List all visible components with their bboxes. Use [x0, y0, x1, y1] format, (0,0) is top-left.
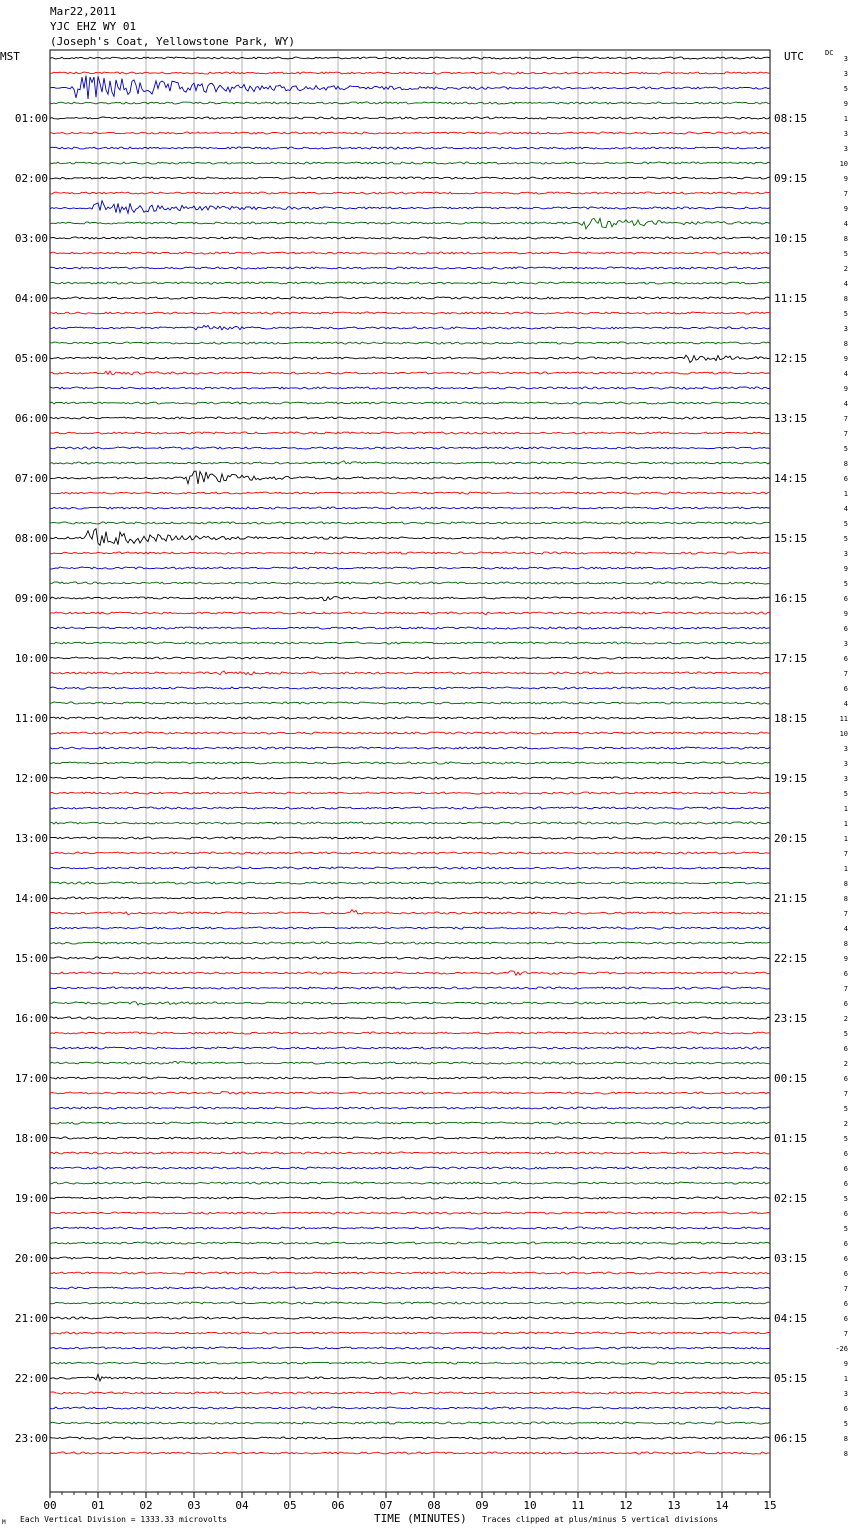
dc-offset-value: 5	[843, 1030, 848, 1038]
dc-offset-value: 2	[843, 1120, 848, 1128]
dc-offset-value: 5	[843, 1195, 848, 1203]
right-hour-label: 14:15	[774, 472, 808, 485]
seismic-trace-row	[50, 1332, 770, 1334]
dc-offset-value: 1	[843, 115, 848, 123]
seismic-trace-row	[50, 447, 770, 449]
seismic-trace-row	[50, 582, 770, 584]
dc-offset-value: 10	[839, 730, 848, 738]
dc-offset-value: 7	[843, 670, 848, 678]
left-hour-label: 06:00	[14, 412, 48, 425]
right-hour-label: 15:15	[774, 532, 808, 545]
x-axis-title: TIME (MINUTES)	[374, 1512, 467, 1525]
seismic-trace-row	[50, 57, 770, 59]
seismic-trace-row	[50, 927, 770, 929]
seismic-trace-row	[50, 432, 770, 434]
dc-offset-value: 1	[843, 835, 848, 843]
dc-offset-value: 7	[843, 190, 848, 198]
seismic-trace-row	[50, 1362, 770, 1364]
dc-offset-value: 5	[843, 535, 848, 543]
seismic-trace-row	[50, 1392, 770, 1394]
dc-offset-value: 9	[843, 955, 848, 963]
dc-offset-value: 6	[843, 1180, 848, 1188]
right-hour-label: 13:15	[774, 412, 808, 425]
seismic-trace-row	[50, 147, 770, 149]
left-hour-label: 23:00	[14, 1432, 48, 1445]
right-hour-label: 05:15	[774, 1372, 808, 1385]
seismic-trace-row	[50, 822, 770, 824]
seismic-trace-row	[50, 282, 770, 284]
seismic-trace-row	[50, 627, 770, 629]
seismic-trace-row	[50, 852, 770, 854]
right-hour-label: 08:15	[774, 112, 808, 125]
seismic-trace-row	[50, 72, 770, 74]
dc-offset-value: 6	[843, 1240, 848, 1248]
dc-offset-value: 3	[843, 325, 848, 333]
right-hour-label: 01:15	[774, 1132, 808, 1145]
right-hour-label: 11:15	[774, 292, 808, 305]
seismic-trace-row	[50, 192, 770, 194]
seismic-trace-row	[50, 762, 770, 764]
seismic-trace-row	[50, 461, 770, 464]
seismic-trace-row	[50, 201, 770, 214]
dc-offset-labels	[835, 55, 848, 1458]
x-axis	[43, 1492, 776, 1512]
dc-offset-value: 9	[843, 1360, 848, 1368]
seismic-trace-row	[50, 1437, 770, 1439]
seismic-trace-row	[50, 371, 770, 375]
dc-offset-value: 6	[843, 1045, 848, 1053]
right-hour-label: 16:15	[774, 592, 808, 605]
seismic-trace-row	[50, 657, 770, 659]
dc-offset-value: 6	[843, 595, 848, 603]
left-hour-label: 02:00	[14, 172, 48, 185]
seismic-trace-row	[50, 1017, 770, 1019]
header-station: YJC EHZ WY 01	[50, 20, 137, 33]
seismic-traces	[50, 57, 770, 1454]
dc-offset-value: 3	[843, 55, 848, 63]
left-hour-label: 05:00	[14, 352, 48, 365]
left-hour-label: 12:00	[14, 772, 48, 785]
seismic-trace-row	[50, 1302, 770, 1304]
left-hour-label: 10:00	[14, 652, 48, 665]
seismic-trace-row	[50, 117, 770, 119]
x-tick-label: 12	[619, 1499, 633, 1512]
left-hour-label: 17:00	[14, 1072, 48, 1085]
seismic-trace-row	[50, 1092, 770, 1095]
x-tick-label: 08	[427, 1499, 441, 1512]
seismic-trace-row	[50, 325, 770, 330]
dc-offset-value: 4	[843, 220, 848, 228]
dc-offset-value: 6	[843, 1210, 848, 1218]
dc-offset-value: 7	[843, 1090, 848, 1098]
right-hour-label: 12:15	[774, 352, 808, 365]
x-tick-label: 07	[379, 1499, 393, 1512]
seismic-trace-row	[50, 671, 770, 675]
right-timezone-label: UTC	[784, 50, 804, 63]
seismic-trace-row	[50, 1242, 770, 1244]
seismic-trace-row	[50, 471, 770, 484]
dc-offset-value: 1	[843, 490, 848, 498]
dc-offset-value: 3	[843, 775, 848, 783]
x-tick-label: 01	[91, 1499, 105, 1512]
x-tick-label: 03	[187, 1499, 201, 1512]
dc-offset-value: 11	[839, 715, 848, 723]
dc-offset-value: 4	[843, 700, 848, 708]
dc-offset-value: 1	[843, 1375, 848, 1383]
dc-offset-value: 6	[843, 1270, 848, 1278]
dc-offset-value: 4	[843, 925, 848, 933]
x-tick-label: 00	[43, 1499, 57, 1512]
right-hour-label: 04:15	[774, 1312, 808, 1325]
seismic-trace-row	[50, 218, 770, 229]
seismic-trace-row	[50, 1227, 770, 1229]
dc-offset-value: 6	[843, 655, 848, 663]
seismic-trace-row	[50, 807, 770, 809]
right-hour-label: 06:15	[774, 1432, 808, 1445]
x-tick-label: 11	[571, 1499, 585, 1512]
dc-offset-value: 3	[843, 1390, 848, 1398]
right-hour-label: 21:15	[774, 892, 808, 905]
seismic-trace-row	[50, 76, 770, 99]
seismic-trace-row	[50, 1062, 770, 1065]
seismic-trace-row	[50, 529, 770, 546]
dc-offset-value: 5	[843, 1105, 848, 1113]
left-hour-label: 18:00	[14, 1132, 48, 1145]
left-hour-label: 19:00	[14, 1192, 48, 1205]
seismic-trace-row	[50, 342, 770, 344]
seismic-trace-row	[50, 1197, 770, 1199]
dc-offset-value: 5	[843, 310, 848, 318]
dc-offset-value: -26	[835, 1345, 848, 1353]
x-tick-label: 09	[475, 1499, 489, 1512]
seismic-trace-row	[50, 957, 770, 959]
seismic-trace-row	[50, 387, 770, 389]
header-date: Mar22,2011	[50, 5, 117, 18]
seismic-trace-row	[50, 1182, 770, 1184]
seismic-trace-row	[50, 1047, 770, 1049]
dc-offset-value: 8	[843, 340, 848, 348]
dc-offset-value: 8	[843, 460, 848, 468]
seismic-trace-row	[50, 312, 770, 314]
dc-offset-value: 9	[843, 175, 848, 183]
dc-offset-value: 5	[843, 520, 848, 528]
dc-offset-value: 6	[843, 685, 848, 693]
seismic-trace-row	[50, 687, 770, 689]
seismic-trace-row	[50, 402, 770, 404]
dc-offset-value: 2	[843, 1060, 848, 1068]
seismic-trace-row	[50, 1077, 770, 1079]
seismic-trace-row	[50, 417, 770, 419]
seismic-trace-row	[50, 492, 770, 494]
left-hour-label: 03:00	[14, 232, 48, 245]
dc-offset-value: 7	[843, 910, 848, 918]
dc-offset-value: 6	[843, 1315, 848, 1323]
scale-note: Each Vertical Division = 1333.33 microvolts	[20, 1515, 228, 1524]
dc-offset-value: 5	[843, 85, 848, 93]
dc-offset-value: 6	[843, 1405, 848, 1413]
seismic-trace-row	[50, 1122, 770, 1124]
right-hour-label: 10:15	[774, 232, 808, 245]
seismic-trace-row	[50, 567, 770, 569]
seismic-trace-row	[50, 732, 770, 734]
dc-offset-header: DC	[825, 49, 834, 57]
dc-offset-value: 9	[843, 565, 848, 573]
dc-offset-value: 9	[843, 355, 848, 363]
seismic-trace-row	[50, 837, 770, 839]
right-hour-label: 19:15	[774, 772, 808, 785]
dc-offset-value: 7	[843, 1285, 848, 1293]
dc-offset-value: 5	[843, 1225, 848, 1233]
left-hour-label: 15:00	[14, 952, 48, 965]
x-tick-label: 05	[283, 1499, 297, 1512]
seismic-trace-row	[50, 1407, 770, 1409]
right-hour-label: 20:15	[774, 832, 808, 845]
right-hour-label: 17:15	[774, 652, 808, 665]
time-gridlines	[50, 50, 770, 1492]
seismic-trace-row	[50, 522, 770, 524]
dc-offset-value: 8	[843, 235, 848, 243]
right-hour-label: 22:15	[774, 952, 808, 965]
dc-offset-value: 8	[843, 880, 848, 888]
x-tick-label: 10	[523, 1499, 537, 1512]
seismic-trace-row	[50, 1212, 770, 1214]
x-tick-label: 06	[331, 1499, 345, 1512]
seismic-trace-row	[50, 355, 770, 362]
dc-offset-value: 4	[843, 280, 848, 288]
seismic-trace-row	[50, 1422, 770, 1424]
right-hour-label: 02:15	[774, 1192, 808, 1205]
dc-offset-value: 6	[843, 970, 848, 978]
seismic-trace-row	[50, 971, 770, 975]
left-hour-label: 07:00	[14, 472, 48, 485]
dc-offset-value: 2	[843, 1015, 848, 1023]
seismic-trace-row	[50, 910, 770, 915]
dc-offset-value: 8	[843, 940, 848, 948]
dc-offset-value: 9	[843, 205, 848, 213]
seismic-trace-row	[50, 642, 770, 644]
dc-offset-value: 10	[839, 160, 848, 168]
seismic-trace-row	[50, 1107, 770, 1109]
left-hour-label: 22:00	[14, 1372, 48, 1385]
right-hour-label: 09:15	[774, 172, 808, 185]
dc-offset-value: 7	[843, 850, 848, 858]
x-tick-label: 04	[235, 1499, 249, 1512]
dc-offset-value: 1	[843, 865, 848, 873]
seismic-trace-row	[50, 882, 770, 884]
seismic-trace-row	[50, 942, 770, 944]
left-timezone-label: MST	[0, 50, 20, 63]
seismic-trace-row	[50, 297, 770, 299]
dc-offset-value: 3	[843, 130, 848, 138]
seismic-trace-row	[50, 717, 770, 719]
seismic-trace-row	[50, 177, 770, 179]
seismic-trace-row	[50, 1272, 770, 1274]
dc-offset-value: 7	[843, 430, 848, 438]
right-hour-label: 03:15	[774, 1252, 808, 1265]
seismic-trace-row	[50, 747, 770, 749]
seismic-trace-row	[50, 1452, 770, 1454]
dc-offset-value: 3	[843, 70, 848, 78]
x-tick-label: 02	[139, 1499, 153, 1512]
dc-offset-value: 4	[843, 400, 848, 408]
seismic-trace-row	[50, 777, 770, 779]
right-hour-label: 00:15	[774, 1072, 808, 1085]
dc-offset-value: 8	[843, 295, 848, 303]
left-hour-label: 01:00	[14, 112, 48, 125]
left-hour-label: 14:00	[14, 892, 48, 905]
seismic-trace-row	[50, 1374, 770, 1381]
dc-offset-value: 6	[843, 1000, 848, 1008]
seismic-trace-row	[50, 597, 770, 601]
seismic-trace-row	[50, 1002, 770, 1005]
dc-offset-value: 6	[843, 625, 848, 633]
dc-offset-value: 4	[843, 505, 848, 513]
dc-offset-value: 9	[843, 610, 848, 618]
seismic-trace-row	[50, 102, 770, 104]
x-tick-label: 15	[763, 1499, 777, 1512]
dc-offset-value: 6	[843, 1165, 848, 1173]
dc-offset-value: 5	[843, 250, 848, 258]
seismic-trace-row	[50, 162, 770, 164]
dc-offset-value: 7	[843, 415, 848, 423]
dc-offset-value: 9	[843, 100, 848, 108]
dc-offset-value: 8	[843, 1435, 848, 1443]
seismic-trace-row	[50, 132, 770, 134]
seismic-trace-row	[50, 1137, 770, 1139]
seismic-trace-row	[50, 552, 770, 554]
dc-offset-value: 1	[843, 805, 848, 813]
header-location: (Joseph's Coat, Yellowstone Park, WY)	[50, 35, 296, 48]
dc-offset-value: 4	[843, 370, 848, 378]
x-tick-label: 13	[667, 1499, 681, 1512]
dc-offset-value: 5	[843, 445, 848, 453]
seismic-trace-row	[50, 1032, 770, 1034]
seismic-trace-row	[50, 1347, 770, 1349]
x-tick-label: 14	[715, 1499, 729, 1512]
seismic-trace-row	[50, 867, 770, 869]
right-hour-label: 18:15	[774, 712, 808, 725]
seismic-trace-row	[50, 267, 770, 269]
left-hour-label: 11:00	[14, 712, 48, 725]
seismic-trace-row	[50, 1167, 770, 1169]
seismic-trace-row	[50, 1317, 770, 1319]
dc-offset-value: 2	[843, 265, 848, 273]
seismic-trace-row	[50, 1152, 770, 1154]
left-hour-label: 04:00	[14, 292, 48, 305]
dc-offset-value: 6	[843, 1300, 848, 1308]
dc-offset-value: 3	[843, 760, 848, 768]
dc-offset-value: 5	[843, 580, 848, 588]
dc-offset-value: 7	[843, 985, 848, 993]
dc-offset-value: 6	[843, 1150, 848, 1158]
footer-mark: M	[2, 1519, 6, 1526]
seismic-trace-row	[50, 1287, 770, 1289]
left-hour-label: 20:00	[14, 1252, 48, 1265]
left-hour-label: 13:00	[14, 832, 48, 845]
seismic-trace-row	[50, 237, 770, 239]
seismic-trace-row	[50, 702, 770, 704]
seismic-trace-row	[50, 507, 770, 509]
dc-offset-value: 3	[843, 145, 848, 153]
dc-offset-value: 3	[843, 640, 848, 648]
right-hour-label: 23:15	[774, 1012, 808, 1025]
dc-offset-value: 7	[843, 1330, 848, 1338]
clip-note: Traces clipped at plus/minus 5 vertical divisions	[482, 1515, 719, 1524]
seismic-trace-row	[50, 1257, 770, 1259]
dc-offset-value: 3	[843, 745, 848, 753]
dc-offset-value: 6	[843, 475, 848, 483]
seismic-trace-row	[50, 792, 770, 794]
dc-offset-value: 5	[843, 790, 848, 798]
left-hour-label: 08:00	[14, 532, 48, 545]
plot-frame	[50, 50, 770, 1492]
dc-offset-value: 9	[843, 385, 848, 393]
dc-offset-value: 6	[843, 1075, 848, 1083]
left-hour-label: 21:00	[14, 1312, 48, 1325]
left-hour-label: 16:00	[14, 1012, 48, 1025]
dc-offset-value: 5	[843, 1135, 848, 1143]
left-hour-label: 09:00	[14, 592, 48, 605]
seismic-trace-row	[50, 897, 770, 899]
dc-offset-value: 6	[843, 1255, 848, 1263]
dc-offset-value: 3	[843, 550, 848, 558]
dc-offset-value: 8	[843, 1450, 848, 1458]
seismic-trace-row	[50, 987, 770, 989]
seismic-trace-row	[50, 612, 770, 615]
dc-offset-value: 1	[843, 820, 848, 828]
dc-offset-value: 8	[843, 895, 848, 903]
seismic-trace-row	[50, 252, 770, 254]
dc-offset-value: 5	[843, 1420, 848, 1428]
